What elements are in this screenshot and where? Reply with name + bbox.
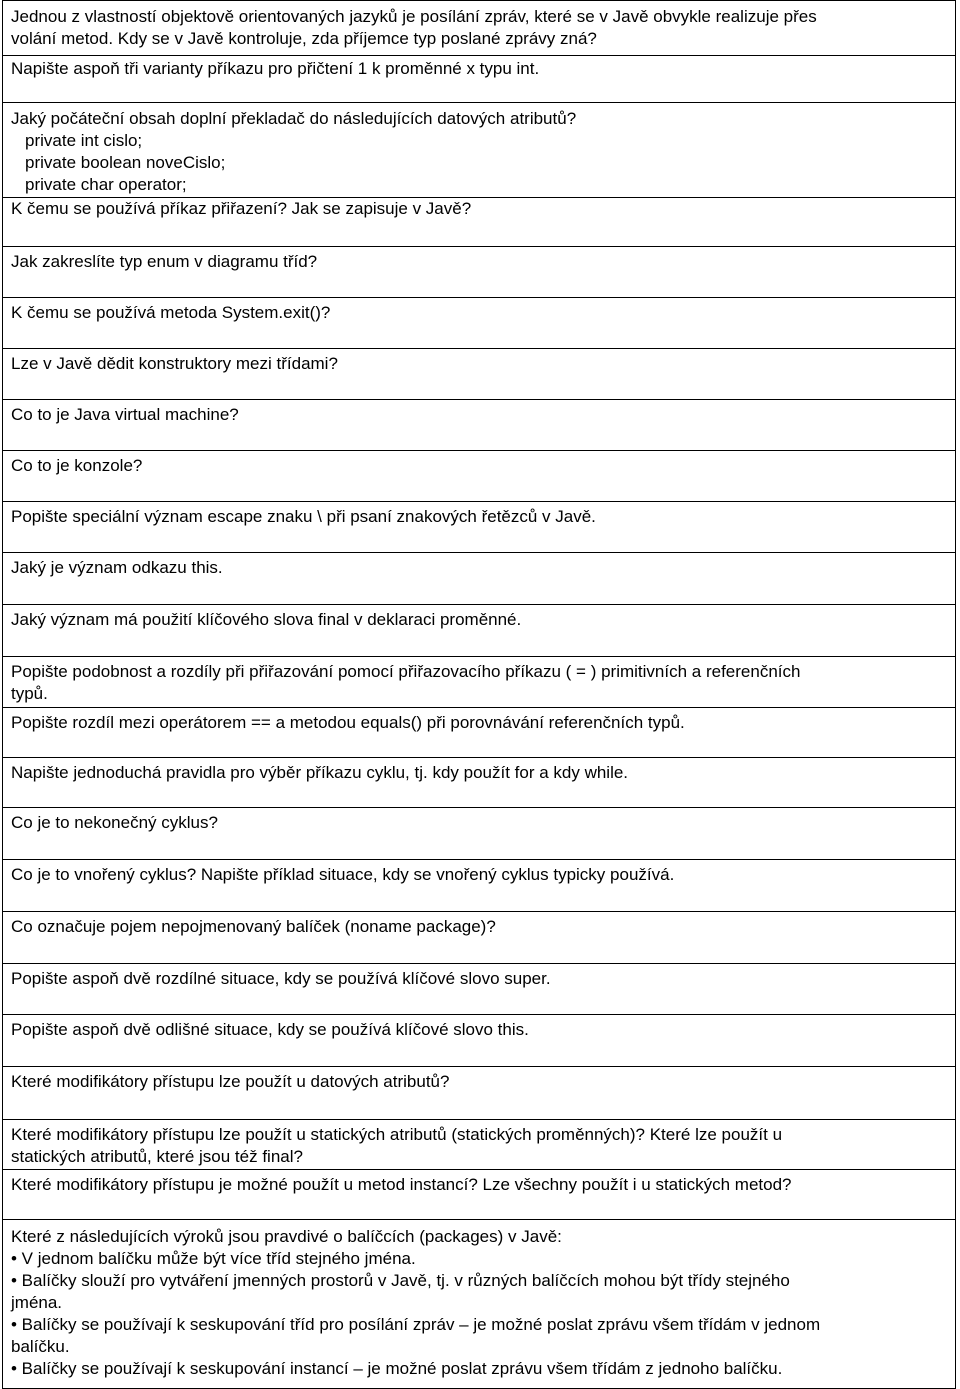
question-row <box>2 0 956 56</box>
question-text: Popište aspoň dvě odlišné situace, kdy se používá klíčové slovo this. <box>11 1020 529 1039</box>
question-text: • Balíčky slouží pro vytváření jmenných prostorů v Javě, tj. v různých balíčcích mohou být třídy stejného <box>11 1271 790 1290</box>
question-row <box>2 1015 956 1067</box>
question-row <box>2 1067 956 1120</box>
question-row <box>2 1120 956 1170</box>
question-text: Napište aspoň tři varianty příkazu pro přičtení 1 k proměnné x typu int. <box>11 59 540 78</box>
question-text: Které modifikátory přístupu lze použít u statických atributů (statických proměnných)? Které lze použít u <box>11 1125 783 1144</box>
question-text: K čemu se používá metoda System.exit()? <box>11 303 331 322</box>
question-text: volání metod. Kdy se v Javě kontroluje, zda příjemce typ poslané zprávy zná? <box>11 29 597 48</box>
question-text: jména. <box>11 1293 63 1312</box>
question-text: Popište aspoň dvě rozdílné situace, kdy se používá klíčové slovo super. <box>11 969 551 988</box>
question-text: Které modifikátory přístupu je možné použít u metod instancí? Lze všechny použít i u statických metod? <box>11 1175 792 1194</box>
question-text: Co je to vnořený cyklus? Napište příklad situace, kdy se vnořený cyklus typicky používá. <box>11 865 675 884</box>
question-row <box>2 298 956 349</box>
question-row <box>2 657 956 708</box>
question-row <box>2 502 956 553</box>
question-row <box>2 400 956 451</box>
question-text: Lze v Javě dědit konstruktory mezi třídami? <box>11 354 338 373</box>
question-text: statických atributů, které jsou též final? <box>11 1147 303 1166</box>
question-text: • Balíčky se používají k seskupování instancí – je možné poslat zprávu všem třídám z jednoho balíčku. <box>11 1359 783 1378</box>
question-text: Které z následujících výroků jsou pravdivé o balíčcích (packages) v Javě: <box>11 1227 562 1246</box>
question-text: Jaký význam má použití klíčového slova final v deklaraci proměnné. <box>11 610 522 629</box>
question-text: • Balíčky se používají k seskupování tříd pro posílání zpráv – je možné poslat zprávu všem třídám v jednom <box>11 1315 821 1334</box>
question-row <box>2 808 956 860</box>
question-row <box>2 451 956 502</box>
question-row <box>2 349 956 400</box>
question-text: Které modifikátory přístupu lze použít u datových atributů? <box>11 1072 450 1091</box>
question-text: Jaký je význam odkazu this. <box>11 558 223 577</box>
question-text: Jaký počáteční obsah doplní překladač do následujících datových atributů? <box>11 109 577 128</box>
question-text: Popište speciální význam escape znaku \ při psaní znakových řetězců v Javě. <box>11 507 596 526</box>
code-line: private int cislo; <box>25 131 143 150</box>
question-row <box>2 198 956 247</box>
question-text: Co označuje pojem nepojmenovaný balíček (noname package)? <box>11 917 496 936</box>
question-text: balíčku. <box>11 1337 70 1356</box>
question-text: • V jednom balíčku může být více tříd stejného jména. <box>11 1249 416 1268</box>
question-row <box>2 708 956 758</box>
question-row <box>2 553 956 605</box>
question-row <box>2 1220 956 1389</box>
question-text: Co to je konzole? <box>11 456 143 475</box>
question-text: Popište podobnost a rozdíly při přiřazování pomocí přiřazovacího příkazu ( = ) primitivních a referenčních <box>11 662 801 681</box>
code-line: private char operator; <box>25 175 187 194</box>
question-text: K čemu se používá příkaz přiřazení? Jak se zapisuje v Javě? <box>11 199 472 218</box>
question-text: Popište rozdíl mezi operátorem == a metodou equals() při porovnávání referenčních typů. <box>11 713 685 732</box>
question-row <box>2 1170 956 1220</box>
question-row <box>2 103 956 198</box>
code-line: private boolean noveCislo; <box>25 153 226 172</box>
question-row <box>2 912 956 964</box>
question-row <box>2 758 956 808</box>
question-text: Jak zakreslíte typ enum v diagramu tříd? <box>11 252 318 271</box>
question-text: Co je to nekonečný cyklus? <box>11 813 218 832</box>
question-row <box>2 964 956 1015</box>
question-text: Jednou z vlastností objektově orientovaných jazyků je posílání zpráv, které se v Javě obvykle realizuje přes <box>11 7 817 26</box>
question-row <box>2 860 956 912</box>
question-row <box>2 605 956 657</box>
question-text: Co to je Java virtual machine? <box>11 405 239 424</box>
question-row <box>2 55 956 103</box>
question-row <box>2 247 956 298</box>
question-text: typů. <box>11 684 48 703</box>
question-text: Napište jednoduchá pravidla pro výběr příkazu cyklu, tj. kdy použít for a kdy while. <box>11 763 629 782</box>
